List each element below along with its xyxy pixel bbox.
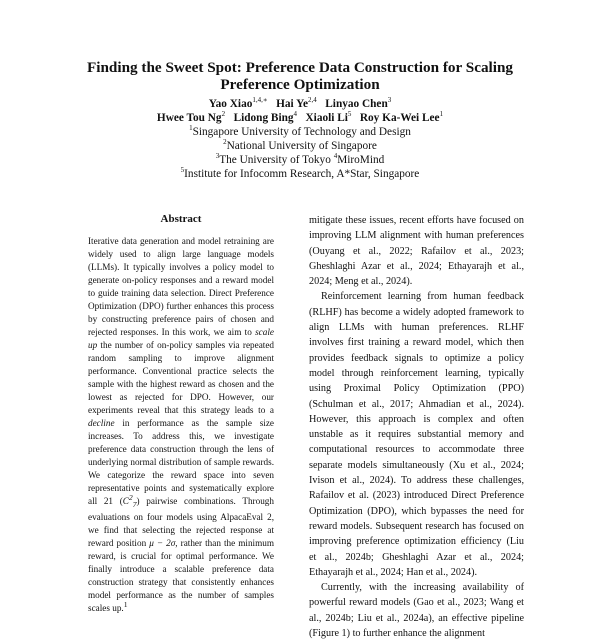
authors-line-1 (60, 97, 540, 111)
abstract-body (88, 235, 274, 615)
author-affil-marker: 4 (293, 110, 298, 119)
author-affil-marker: 1,4,∗ (252, 96, 268, 105)
intro-paragraph-3: Currently, with the increasing availability of powerful reward models (Gao et al., 2023; Wang et al., 2024b; Liu et al., 2024a), an effective pipeline (Figure 1) to further enhance the alignment (309, 582, 524, 640)
affiliation-1: $^1$Singapore University of Technology and Design (189, 124, 411, 138)
math-mu-minus-2sigma: μ − 2σ (149, 537, 176, 548)
authors-line-2 (60, 111, 540, 125)
abstract-heading: Abstract (160, 213, 202, 225)
author-affil-marker: 2 (221, 110, 226, 119)
intro-column (309, 213, 524, 641)
author-affil-marker: 1 (439, 110, 444, 119)
intro-paragraph-2: Reinforcement learning from human feedback (RLHF) has become a widely adopted framework to align LLMs with human preferences. RLHF involves first training a reward model, which then provides feedback signals to optimize a policy model through reinforcement learning, typically using Proximal Policy Optimization (PPO) (Schulman et al., 2017; Ahmadian et al., 2024). However, this approach is complex and often unstable as it requires substantial memory and computational resources to accommodate three separate models simultaneously (Xu et al., 2024; Ivison et al., 2024). To address these challenges, Rafailov et al. (2023) introduced Direct Preference Optimization (DPO), which bypasses the need for reward models. Subsequent research has focused on improving preference optimization efficiency (Liu et al., 2024b; Gheshlaghi Azar et al., 2024; Ethayarajh et al., 2024; Han et al., 2024). (309, 291, 524, 578)
author-block (60, 97, 540, 181)
author-name: Roy Ka-Wei Lee (359, 112, 440, 124)
affiliation-3-4: $^3$The University of Tokyo $^4$MiroMind (215, 152, 385, 166)
affiliation-2: $^2$National University of Singapore (223, 138, 377, 152)
author-affil-marker: 2,4 (308, 96, 317, 105)
author-name: Xiaoli Li (305, 112, 348, 124)
author-name: Hwee Tou Ng (156, 112, 222, 124)
abstract-paragraph: Iterative data generation and model retraining are widely used to align large language models (LLMs). It typically involves a policy model to generate on-policy responses and a reward model to guide training data selection. Direct Preference Optimization (DPO) further enhances this process by constructing preference pairs of chosen and rejected responses. In this work, we aim to scale up the number of on-policy samples via repeated random sampling to improve alignment performance. Conventional practice selects the sample with the highest reward as chosen and the lowest as rejected for DPO. However, our experiments reveal that this strategy leads to a decline in performance as the sample size increases. To address this, we investigate preference data construction through the lens of underlying normal distribution of sample rewards. We categorize the reward space into seven representative points and systematically explore all 21 $(C^2_7)$ pairwise combinations. Through evaluations on four models using AlpacaEval 2, we find that selecting the rejected response at reward position μ − 2σ, rather than the minimum reward, is crucial for optimal performance. We finally introduce a scalable preference data construction strategy that consistently enhances model performance as the number of samples scales up.$^1$ (88, 236, 274, 613)
paper-title: Finding the Sweet Spot: Preference Data Construction for Scaling Preference Optimization (86, 59, 514, 93)
author-name: Yao Xiao (208, 98, 253, 110)
author-affil-marker: 3 (387, 96, 392, 105)
footnote-marker: 1 (123, 599, 128, 609)
author-name: Linyao Chen (325, 98, 388, 110)
author-name: Hai Ye (276, 98, 309, 110)
author-affil-marker: 5 (347, 110, 352, 119)
intro-paragraph-1: mitigate these issues, recent efforts have focused on improving LLM alignment with human preferences (Ouyang et al., 2022; Rafailov et al., 2023; Gheshlaghi Azar et al., 2024; Ethayarajh et al., 2024; Meng et al., 2024). (309, 215, 524, 288)
affiliation-5: $^5$Institute for Infocomm Research, A*Star, Singapore (180, 166, 420, 180)
author-name: Lidong Bing (233, 112, 294, 124)
math-c-7-2: $C^2_7$ (122, 492, 137, 509)
